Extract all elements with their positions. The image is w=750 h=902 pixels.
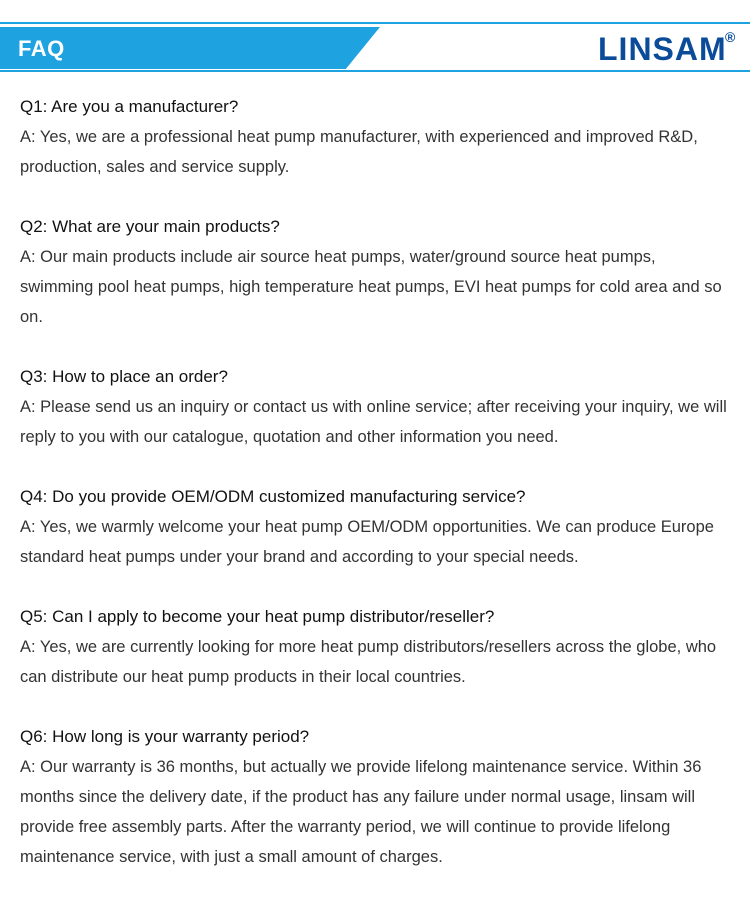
faq-question: Q3: How to place an order? [20,367,228,386]
faq-question: Q5: Can I apply to become your heat pump distributor/reseller? [20,607,495,626]
faq-item-6 [20,722,730,872]
faq-answer: A: Our warranty is 36 months, but actually we provide lifelong maintenance service. Within 36 months since the delivery date, if the product has any failure under normal usage, linsam will provide free assembly parts. After the warranty period, we will continue to provide lifelong maintenance service, with just a small amount of charges. [20,758,702,866]
faq-question: Q6: How long is your warranty period? [20,727,310,746]
faq-question: Q4: Do you provide OEM/ODM customized manufacturing service? [20,487,526,506]
brand-logo [598,29,736,67]
faq-header [0,0,750,80]
header-top-rule [0,22,750,24]
header-bottom-rule [0,70,750,72]
faq-item-2 [20,212,730,332]
faq-answer: A: Yes, we are currently looking for more heat pump distributors/resellers across the globe, who can distribute our heat pump products in their local countries. [20,638,717,686]
faq-item-5 [20,602,730,692]
faq-answer: A: Yes, we are a professional heat pump manufacturer, with experienced and improved R&D, production, sales and service supply. [20,128,698,176]
faq-answer: A: Yes, we warmly welcome your heat pump OEM/ODM opportunities. We can produce Europe standard heat pumps under your brand and according to your special needs. [20,518,714,566]
faq-item-3 [20,362,730,452]
registered-mark: ® [725,29,736,45]
faq-question: Q1: Are you a manufacturer? [20,97,239,116]
faq-item-1 [20,92,730,182]
faq-list [20,92,730,902]
faq-question: Q2: What are your main products? [20,217,280,236]
faq-answer: A: Our main products include air source heat pumps, water/ground source heat pumps, swimming pool heat pumps, high temperature heat pumps, EVI heat pumps for cold area and so on. [20,248,722,326]
brand-name: LINSAM [598,31,727,67]
faq-answer: A: Please send us an inquiry or contact us with online service; after receiving your inquiry, we will reply to you with our catalogue, quotation and other information you need. [20,398,727,446]
faq-item-4 [20,482,730,572]
page-title: FAQ [18,36,65,61]
